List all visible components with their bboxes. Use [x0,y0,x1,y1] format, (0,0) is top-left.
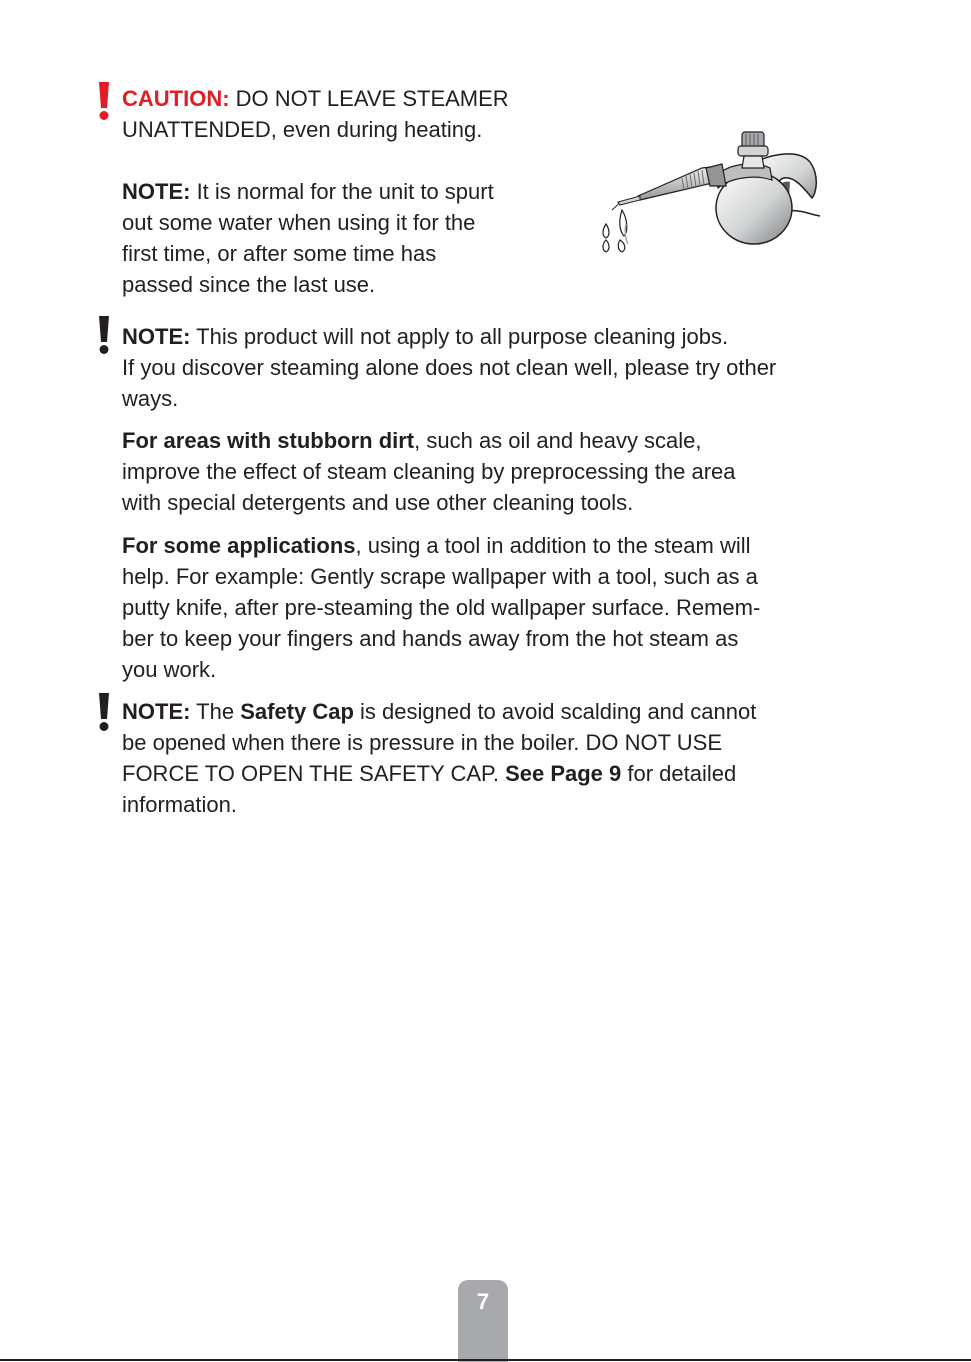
safety-cap-term: Safety Cap [240,699,354,724]
stubborn-dirt-paragraph: For areas with stubborn dirt, such as oil and heavy scale, improve the effect of steam cleaning by preprocessing the area with special detergents and use other cleaning tools. [122,428,736,515]
note-label: NOTE: [122,179,191,204]
page-reference: See Page 9 [505,761,622,786]
note-first-use: NOTE: It is normal for the unit to spurt out some water when using it for the first time, or after some time has passed since the last use. [122,179,494,297]
exclamation-icon [97,693,111,733]
exclamation-icon [97,316,111,356]
page-number: 7 [476,1289,490,1314]
caution-label: CAUTION: [122,86,230,111]
exclamation-icon [97,82,111,122]
stubborn-dirt-label: For areas with stubborn dirt [122,428,415,453]
note-label: NOTE: [122,324,191,349]
note-safety-cap: NOTE: The Safety Cap is designed to avoid scalding and cannot be opened when there is pressure in the boiler. DO NOT USE FORCE TO OPEN THE SAFETY CAP. See Page 9 for detailed information. [122,699,757,817]
caution-block: CAUTION: DO NOT LEAVE STEAMER UNATTENDED, even during heating. [122,86,509,142]
applications-paragraph: For some applications, using a tool in addition to the steam will help. For example: Gently scrape wallpaper with a tool, such as a putty knife, after pre-steaming the old wallpaper surface. Remem- ber to keep your fingers and hands away from the hot steam as you work. [122,533,761,682]
page-number-tab [458,1280,508,1362]
note-label: NOTE: [122,699,191,724]
note-purpose: NOTE: This product will not apply to all purpose cleaning jobs. If you discover steaming alone does not clean well, please try other ways. [122,324,777,411]
bottom-rule [0,1359,971,1361]
applications-label: For some applications [122,533,356,558]
steamer-illustration [598,128,822,258]
